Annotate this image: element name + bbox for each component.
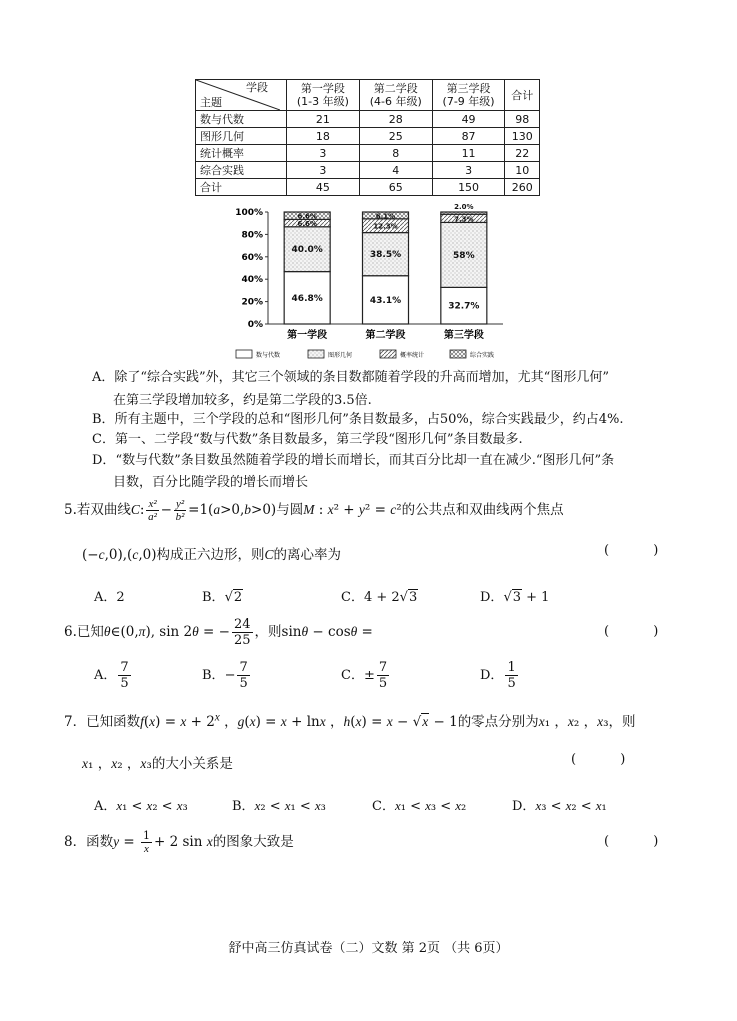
q4-option-d-cont: 目数，百分比随学段的增长而增长	[113, 475, 309, 490]
q7-option-a: A．x₁ < x₂ < x₃	[94, 798, 188, 814]
answer-paren: ( )	[604, 624, 679, 639]
y-tick-label: 60%	[241, 252, 263, 263]
q5-option-c: C．4 + 2√3	[341, 590, 418, 605]
legend-label: 概率统计	[400, 352, 425, 359]
bar-data-label: 38.5%	[369, 250, 402, 261]
q6-option-a: A． $\frac{7}{5}$	[94, 660, 129, 691]
bar-data-label: 6.6%	[297, 212, 317, 221]
bar-segment	[441, 212, 487, 214]
header-cell: 合计	[505, 80, 540, 111]
legend-swatch	[236, 350, 252, 358]
q5-option-d: D．√3 + 1	[480, 590, 550, 605]
q6-option-c: C．± $\frac{7}{5}$	[341, 660, 388, 691]
table-row: 图形几何 18 25 87 130	[196, 128, 540, 145]
bar-data-label: 46.8%	[291, 293, 323, 304]
x-tick-label: 第一学段	[287, 330, 328, 341]
header-cell: 第三学段 (7-9 年级)	[432, 80, 505, 111]
q6-option-d: D． $\frac{1}{5}$	[480, 660, 516, 691]
bar-data-label: 6.1%	[375, 212, 396, 221]
q5-option-b: B．√2	[202, 590, 243, 605]
q7-option-c: C．x₁ < x₃ < x₂	[372, 798, 467, 814]
q5-option-a: A．2	[94, 590, 125, 605]
question-5: 5.若双曲线C: $\frac{\text{x²}}{\text{a²}}$ − $\frac{\text{y²}}{\text{b²}}$ =1(a>0,b>0)与圆M : x² + y² = c²的公共点和双曲线两个焦点	[64, 498, 564, 523]
q7-option-b: B．x₂ < x₁ < x₃	[232, 798, 326, 814]
bar-data-label: 32.7%	[448, 301, 480, 312]
table-row: 数与代数 21 28 49 98	[196, 111, 540, 128]
legend-label: 数与代数	[256, 352, 281, 359]
y-tick-label: 40%	[241, 275, 263, 286]
bar-data-label: 12.3%	[373, 222, 398, 231]
bar-data-label: 40.0%	[291, 245, 323, 256]
stacked-bar-chart	[228, 202, 518, 364]
question-7: 7．已知函数$f(x) = x + 2^x$ ，g(x) = x + lnx ，h(x) = x − √x − 1的零点分别为x₁ ，x₂ ，x₃，则	[64, 711, 636, 730]
answer-paren: ( )	[571, 752, 646, 767]
q6-option-b: B．− $\frac{7}{5}$	[202, 660, 248, 691]
y-tick-label: 0%	[247, 320, 263, 330]
bar-data-label: 43.1%	[369, 295, 402, 306]
legend-swatch	[380, 350, 396, 358]
question-6: 6.已知θ∈(0,π), sin 2θ = − $\frac{24}{25}$ ，则sinθ − cosθ =	[64, 617, 373, 648]
answer-paren: ( )	[604, 543, 679, 558]
y-tick-label: 20%	[241, 297, 263, 308]
q4-option-a: A．除了“综合实践”外，其它三个领域的条目数都随着学段的升高而增加，尤其“图形几何”	[92, 370, 609, 385]
corner-cell	[196, 80, 287, 111]
bar-data-label: 6.6%	[297, 220, 317, 229]
question-7-line2: x₁ ，x₂ ，x₃的大小关系是	[82, 756, 233, 772]
page-footer: 舒中高三仿真试卷（二）文数 第 2页 （共 6页）	[228, 941, 509, 956]
q7-option-d: D．x₃ < x₂ < x₁	[512, 798, 607, 814]
corner-top: 学段	[246, 81, 268, 94]
header-cell: 第二学段 (4-6 年级)	[359, 80, 432, 111]
legend-swatch	[308, 350, 324, 358]
y-tick-label: 80%	[241, 230, 263, 241]
x-tick-label: 第二学段	[365, 330, 406, 341]
bar-data-label: 58%	[453, 250, 475, 261]
y-tick-label: 100%	[235, 208, 263, 218]
q4-option-a-cont: 在第三学段增加较多，约是第二学段的3.5倍.	[113, 393, 372, 408]
answer-paren: ( )	[604, 834, 679, 849]
corner-bottom: 主题	[200, 96, 222, 109]
header-cell: 第一学段 (1-3 年级)	[287, 80, 360, 111]
question-8: 8．函数y = $\frac{1}{x}$ + 2 sin x的图象大致是	[64, 829, 294, 855]
table-row: 综合实践 3 4 3 10	[196, 162, 540, 179]
bar-data-label: 7.3%	[454, 215, 474, 224]
q4-option-c: C．第一、二学段“数与代数”条目数最多，第三学段“图形几何”条目数最多.	[92, 432, 523, 447]
legend-label: 综合实践	[470, 352, 495, 359]
q4-option-b: B．所有主题中，三个学段的总和“图形几何”条目数最多，占50%，综合实践最少，约占4%.	[92, 412, 624, 427]
x-tick-label: 第三学段	[443, 330, 484, 341]
table-row: 合计 45 65 150 260	[196, 179, 540, 196]
legend-swatch	[450, 350, 466, 358]
table-row: 统计概率 3 8 11 22	[196, 145, 540, 162]
q4-option-d: D．“数与代数”条目数虽然随着学段的增长而增长，而其百分比却一直在减少.“图形几何”条	[92, 453, 615, 468]
data-table	[195, 79, 540, 196]
bar-data-label: 2.0%	[454, 203, 474, 211]
question-5-line2: (−c,0),(c,0)构成正六边形，则C的离心率为	[82, 547, 341, 563]
legend-label: 图形几何	[328, 352, 353, 359]
